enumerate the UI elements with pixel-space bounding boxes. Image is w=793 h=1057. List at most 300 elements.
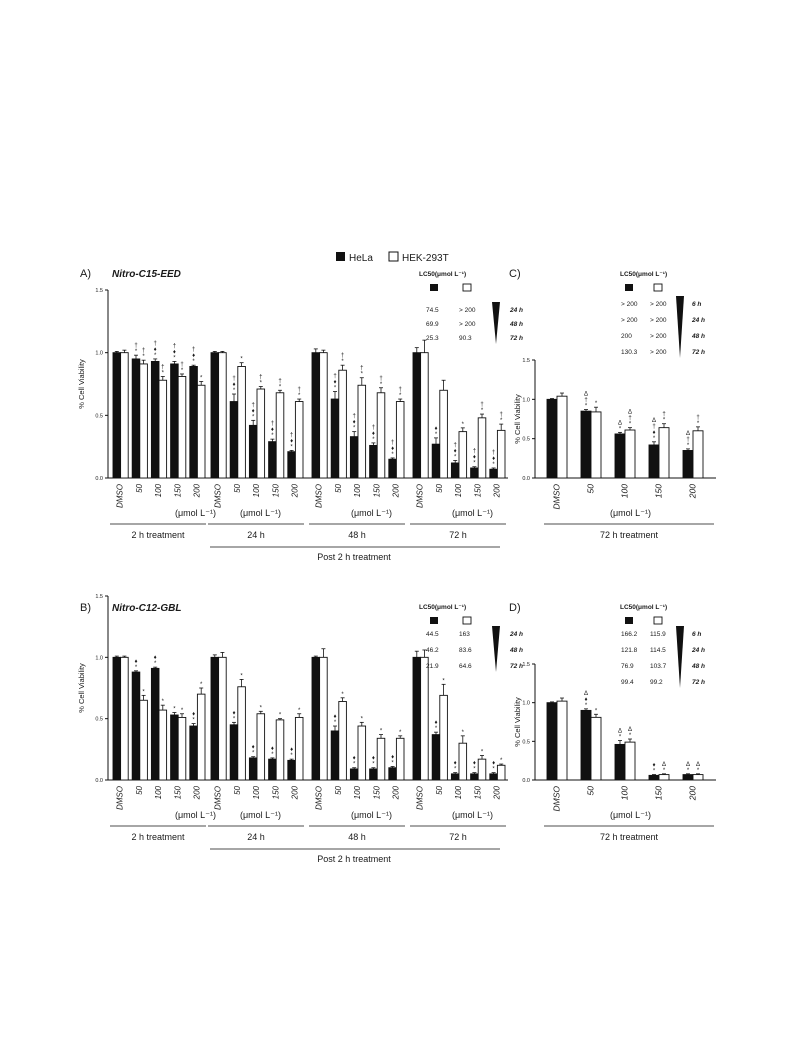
significance-mark-hela: ♦ — [192, 711, 196, 718]
units-label: (μmol L⁻¹) — [351, 508, 392, 518]
lc50-hela-swatch — [625, 284, 633, 291]
significance-mark-hek: * — [500, 758, 503, 765]
significance-mark-hek: † — [696, 414, 700, 421]
significance-mark-hek: † — [297, 387, 301, 394]
x-category-label: 150 — [173, 786, 183, 800]
x-category-label: DMSO — [213, 786, 223, 810]
significance-mark-hela: ♦ — [172, 349, 176, 356]
post-treatment-label: Post 2 h treatment — [317, 854, 391, 864]
bar-hela — [432, 444, 440, 478]
bar-hela — [389, 768, 397, 780]
x-category-label: 100 — [154, 786, 164, 800]
bar-hela — [132, 359, 140, 478]
x-category-label: DMSO — [415, 786, 425, 810]
bar-hela — [230, 402, 238, 478]
bar-hela — [649, 775, 659, 780]
bar-hek — [459, 432, 467, 478]
significance-mark-hela: † — [134, 343, 138, 350]
bar-hela — [432, 735, 440, 780]
lc50-header: LC50(μmol L⁻¹) — [419, 604, 467, 611]
bar-hek — [178, 376, 186, 478]
significance-mark-hela: ♦ — [232, 710, 236, 717]
y-tick-label: 1.0 — [95, 350, 103, 357]
significance-mark-hela: ♦ — [492, 455, 496, 462]
significance-mark-hela: † — [270, 421, 275, 428]
significance-mark-hek: * — [379, 728, 383, 735]
lc50-hek-value: 114.5 — [650, 647, 666, 654]
y-tick-label: 1.5 — [522, 662, 530, 668]
significance-mark-hela: † — [232, 376, 236, 383]
x-category-label: 50 — [333, 484, 343, 493]
significance-mark-hela: † — [472, 448, 477, 455]
significance-mark-hek: * — [161, 699, 164, 706]
x-category-label: 50 — [333, 786, 343, 795]
x-category-label: 150 — [653, 484, 664, 499]
significance-mark-hela: ♦ — [371, 755, 375, 762]
significance-mark-hek: * — [298, 707, 301, 714]
legend-hela-label: HeLa — [349, 253, 373, 264]
y-tick-label: 0.0 — [522, 476, 530, 482]
significance-mark-hela: * — [584, 702, 588, 709]
bar-hela — [331, 399, 339, 478]
x-category-label: 50 — [434, 786, 444, 795]
significance-mark-hela: ♦ — [453, 760, 457, 767]
significance-mark-hela: * — [192, 717, 195, 724]
significance-mark-hek: * — [399, 393, 402, 400]
bar-hela — [490, 774, 498, 780]
bar-hela — [151, 668, 159, 780]
y-tick-label: 0.0 — [95, 778, 103, 784]
bar-hek — [159, 380, 167, 478]
units-label: (μmol L⁻¹) — [452, 810, 493, 820]
significance-mark-hela: * — [232, 388, 236, 395]
x-category-label: 150 — [372, 484, 382, 498]
units-label: (μmol L⁻¹) — [351, 810, 392, 820]
bar-hek — [276, 393, 284, 478]
y-tick-label: 1.5 — [522, 358, 530, 364]
lc50-hela-value: > 200 — [621, 317, 638, 324]
lc50-table — [620, 604, 705, 688]
bar-hek — [421, 657, 429, 780]
x-category-label: 200 — [391, 484, 401, 498]
significance-mark-hek: * — [278, 384, 282, 391]
significance-mark-hela: * — [454, 454, 457, 461]
group-label: 2 h treatment — [131, 832, 185, 842]
panel-letter: A) — [80, 268, 91, 280]
significance-mark-hela: ♦ — [192, 353, 196, 360]
legend-hela-swatch — [336, 252, 345, 261]
significance-mark-hela: ♦ — [270, 427, 274, 434]
lc50-hela-swatch — [430, 617, 438, 624]
y-axis-label: % Cell Viability — [77, 663, 86, 713]
significance-mark-hela: ♦ — [333, 714, 337, 721]
x-category-label: DMSO — [551, 786, 562, 812]
lc50-header: LC50(μmol L⁻¹) — [620, 604, 668, 611]
x-category-label: 100 — [454, 786, 464, 800]
significance-mark-hela: * — [652, 435, 656, 442]
significance-mark-hek: * — [200, 682, 203, 688]
x-category-label: DMSO — [314, 484, 324, 508]
bar-hela — [389, 459, 397, 478]
bar-hek — [197, 694, 205, 780]
group-label: 48 h — [348, 832, 366, 842]
bar-hela — [269, 759, 277, 780]
significance-mark-hek: * — [500, 418, 503, 425]
significance-mark-hela: * — [618, 426, 622, 433]
y-axis-label: % Cell Viability — [77, 359, 86, 409]
x-category-label: DMSO — [415, 484, 425, 508]
x-category-label: 100 — [252, 484, 262, 498]
group-label: 2 h treatment — [131, 530, 185, 540]
significance-mark-hela: * — [271, 751, 274, 758]
significance-mark-hela: * — [232, 716, 236, 723]
panels — [77, 268, 716, 864]
bar-hela — [230, 725, 238, 780]
bar-hela — [288, 452, 296, 478]
x-category-label: 50 — [232, 484, 242, 493]
x-category-label: 150 — [473, 484, 483, 498]
bar-hela — [413, 353, 421, 478]
panel-letter: D) — [509, 602, 521, 614]
significance-mark-hek: † — [379, 375, 383, 382]
lc50-hela-value: 166.2 — [621, 631, 638, 638]
panel-a — [77, 268, 523, 562]
panel-title: Nitro-C15-EED — [112, 269, 181, 280]
lc50-hela-value: 46.2 — [426, 647, 439, 654]
significance-mark-hek: * — [594, 401, 598, 408]
lc50-time-label: 48 h — [510, 321, 524, 328]
x-category-label: 100 — [353, 484, 363, 498]
x-category-label: DMSO — [314, 786, 324, 810]
x-category-label: 200 — [687, 484, 698, 499]
lc50-hela-value: 25.3 — [426, 335, 439, 342]
lc50-time-label: 24 h — [510, 631, 524, 638]
x-category-label: 150 — [271, 786, 281, 800]
significance-mark-hek: † — [662, 411, 666, 418]
significance-mark-hela: ♦ — [251, 408, 255, 415]
bar-hek — [178, 717, 186, 780]
bar-hek — [591, 717, 601, 780]
bar-hela — [171, 715, 179, 780]
group-label: 24 h — [247, 530, 265, 540]
significance-mark-hek: * — [379, 381, 383, 388]
bar-hela — [581, 411, 591, 478]
significance-mark-hela: * — [252, 414, 255, 421]
significance-mark-hela: * — [134, 664, 138, 671]
significance-mark-hela: Δ — [651, 417, 657, 424]
bar-hek — [140, 364, 148, 478]
lc50-table — [620, 271, 705, 358]
significance-mark-hela: ♦ — [492, 760, 496, 767]
bar-hela — [211, 657, 219, 780]
bar-hek — [320, 657, 328, 780]
bar-hela — [649, 445, 659, 478]
bar-hek — [396, 402, 404, 478]
significance-mark-hela: Δ — [685, 430, 691, 437]
significance-mark-hela: ♦ — [453, 448, 457, 455]
bar-hek — [478, 418, 486, 478]
lc50-hek-value: 64.6 — [459, 663, 472, 670]
significance-mark-hela: ♦ — [391, 445, 395, 452]
y-tick-label: 1.0 — [522, 397, 530, 404]
lc50-hela-value: 44.5 — [426, 631, 439, 638]
x-category-label: 100 — [454, 484, 464, 498]
bar-hek — [121, 657, 129, 780]
lc50-hek-swatch — [654, 617, 662, 624]
lc50-table — [419, 604, 523, 672]
significance-mark-hela: * — [290, 444, 293, 451]
significance-mark-hela: ♦ — [434, 720, 438, 727]
significance-mark-hek: * — [180, 367, 184, 374]
bar-hek — [238, 366, 246, 478]
x-category-label: 150 — [653, 786, 664, 801]
bar-hela — [683, 775, 693, 780]
bar-hela — [471, 774, 479, 780]
lc50-hela-value: 21.9 — [426, 663, 439, 670]
bar-hela — [471, 468, 479, 478]
bar-hek — [238, 687, 246, 780]
bar-hela — [451, 774, 459, 780]
significance-mark-hek: * — [161, 370, 164, 377]
significance-mark-hela: Δ — [685, 761, 691, 768]
bar-hek — [377, 393, 385, 478]
significance-mark-hek: * — [480, 749, 484, 756]
bar-hela — [269, 442, 277, 478]
panel-letter: C) — [509, 268, 521, 280]
bar-hek — [659, 775, 669, 780]
significance-mark-hela: ♦ — [333, 379, 337, 386]
x-category-label: 50 — [232, 786, 242, 795]
significance-mark-hek: Δ — [695, 761, 701, 768]
significance-mark-hela: Δ — [617, 420, 623, 427]
bar-hela — [113, 657, 121, 780]
significance-mark-hela: * — [333, 720, 337, 727]
significance-mark-hek: * — [662, 767, 666, 774]
bar-hek — [159, 710, 167, 780]
bar-hek — [440, 390, 448, 478]
post-treatment-label: Post 2 h treatment — [317, 552, 391, 562]
bar-hek — [339, 370, 347, 478]
lc50-hek-value: 90.3 — [459, 335, 472, 342]
significance-mark-hela: * — [618, 734, 622, 741]
y-tick-label: 1.0 — [95, 655, 103, 662]
lc50-hela-value: 74.5 — [426, 307, 439, 314]
x-category-label: 200 — [290, 786, 300, 800]
significance-mark-hek: Δ — [627, 727, 633, 734]
bar-hela — [190, 366, 198, 478]
lc50-time-label: 6 h — [692, 301, 702, 308]
significance-mark-hela: * — [154, 352, 157, 359]
lc50-time-label: 24 h — [692, 317, 706, 324]
bar-hek — [693, 775, 703, 780]
significance-mark-hela: † — [289, 432, 294, 439]
x-category-label: 150 — [372, 786, 382, 800]
significance-mark-hela: ♦ — [153, 346, 157, 353]
bar-hela — [615, 744, 625, 780]
significance-mark-hek: * — [442, 678, 445, 685]
lc50-table — [419, 271, 523, 344]
bar-hela — [113, 353, 121, 478]
significance-mark-hek: * — [180, 707, 184, 714]
lc50-header: LC50(μmol L⁻¹) — [620, 271, 668, 278]
significance-mark-hela: * — [372, 761, 375, 768]
panel-d — [509, 602, 716, 842]
lc50-hek-value: 163 — [459, 631, 470, 638]
x-category-label: 200 — [290, 484, 300, 498]
significance-mark-hek: * — [200, 375, 203, 382]
panel-title: Nitro-C12-GBL — [112, 603, 182, 614]
bar-hek — [358, 385, 366, 478]
bar-hek — [625, 742, 635, 780]
group-label: 72 h — [449, 530, 467, 540]
lc50-time-label: 24 h — [692, 647, 706, 654]
y-tick-label: 1.5 — [95, 594, 103, 600]
significance-mark-hela: * — [391, 451, 394, 458]
significance-mark-hela: ♦ — [472, 454, 476, 461]
y-tick-label: 0.0 — [95, 476, 103, 482]
significance-mark-hek: Δ — [661, 761, 667, 768]
significance-mark-hela: * — [372, 436, 375, 443]
significance-mark-hek: * — [662, 417, 666, 424]
lc50-hela-value: 130.3 — [621, 349, 638, 356]
significance-mark-hek: * — [142, 354, 145, 361]
x-category-label: 200 — [192, 484, 202, 498]
x-category-label: 50 — [585, 786, 596, 796]
bar-hela — [249, 758, 257, 780]
significance-mark-hela: Δ — [583, 391, 589, 398]
x-category-label: 100 — [619, 786, 630, 801]
significance-mark-hela: ♦ — [232, 382, 236, 389]
significance-mark-hela: ♦ — [472, 760, 476, 767]
significance-mark-hek: † — [360, 365, 364, 372]
legend — [336, 252, 449, 264]
bar-hek — [478, 759, 486, 780]
bar-hela — [451, 463, 459, 478]
lc50-hek-value: 103.7 — [650, 663, 667, 670]
lc50-time-wedge — [492, 302, 500, 344]
x-category-label: 100 — [619, 484, 630, 499]
y-tick-label: 0.5 — [95, 716, 103, 723]
legend-hek-label: HEK-293T — [402, 253, 449, 264]
x-category-label: 200 — [391, 786, 401, 800]
significance-mark-hela: * — [473, 766, 476, 773]
significance-mark-hela: ♦ — [153, 655, 157, 662]
y-tick-label: 0.0 — [522, 778, 530, 784]
units-label: (μmol L⁻¹) — [610, 810, 651, 820]
lc50-hek-swatch — [463, 284, 471, 291]
y-axis-label: % Cell Viability — [513, 697, 522, 747]
significance-mark-hela: * — [492, 766, 495, 773]
significance-mark-hek: * — [278, 712, 282, 719]
x-category-label: 200 — [492, 484, 502, 498]
significance-mark-hek: * — [696, 767, 700, 774]
significance-mark-hela: † — [652, 423, 656, 430]
bar-hela — [370, 445, 378, 478]
significance-mark-hek: * — [360, 371, 363, 378]
significance-mark-hela: * — [192, 359, 195, 366]
units-label: (μmol L⁻¹) — [240, 508, 281, 518]
x-category-label: DMSO — [551, 484, 562, 510]
x-category-label: 200 — [492, 786, 502, 800]
y-tick-label: 0.5 — [522, 739, 530, 746]
significance-mark-hek: * — [298, 393, 301, 400]
bar-hela — [288, 760, 296, 780]
y-tick-label: 1.0 — [522, 700, 530, 707]
group-label: 48 h — [348, 530, 366, 540]
lc50-hela-value: 200 — [621, 333, 632, 340]
y-tick-label: 0.5 — [95, 413, 103, 420]
bar-hela — [683, 450, 693, 478]
significance-mark-hek: * — [142, 689, 145, 696]
significance-mark-hela: ♦ — [434, 425, 438, 432]
bar-hela — [151, 361, 159, 478]
x-category-label: 100 — [154, 484, 164, 498]
significance-mark-hela: † — [352, 413, 356, 420]
significance-mark-hek: Δ — [627, 409, 633, 416]
significance-mark-hek: * — [259, 380, 262, 387]
lc50-time-wedge — [676, 296, 684, 358]
lc50-hek-value: > 200 — [650, 301, 667, 308]
significance-mark-hek: † — [398, 387, 402, 394]
significance-mark-hek: * — [461, 421, 464, 428]
x-category-label: 50 — [134, 786, 144, 795]
significance-mark-hela: † — [333, 373, 337, 380]
significance-mark-hela: * — [154, 661, 157, 668]
significance-mark-hela: † — [172, 343, 177, 350]
significance-mark-hek: * — [628, 421, 632, 428]
significance-mark-hela: ♦ — [251, 744, 255, 751]
lc50-hek-value: > 200 — [650, 349, 667, 356]
group-label: 24 h — [247, 832, 265, 842]
significance-mark-hek: * — [696, 420, 700, 427]
significance-mark-hela: ♦ — [652, 429, 656, 436]
significance-mark-hek: * — [341, 359, 344, 366]
significance-mark-hela: * — [434, 431, 438, 438]
significance-mark-hela: † — [251, 402, 255, 409]
significance-mark-hela: † — [453, 442, 457, 449]
x-category-label: 50 — [434, 484, 444, 493]
units-label: (μmol L⁻¹) — [240, 810, 281, 820]
significance-mark-hela: * — [353, 761, 356, 768]
significance-mark-hela: * — [584, 403, 588, 410]
significance-mark-hela: * — [173, 355, 176, 362]
panel-letter: B) — [80, 602, 91, 614]
significance-mark-hela: * — [173, 706, 176, 713]
significance-mark-hek: † — [141, 348, 146, 355]
significance-mark-hek: * — [240, 356, 243, 363]
significance-mark-hela: Δ — [583, 690, 589, 697]
significance-mark-hela: † — [153, 340, 157, 347]
bar-hek — [295, 402, 303, 478]
lc50-time-label: 48 h — [692, 663, 706, 670]
significance-mark-hela: ♦ — [584, 696, 588, 703]
group-label: 72 h treatment — [599, 530, 659, 540]
units-label: (μmol L⁻¹) — [175, 810, 216, 820]
bar-hela — [547, 703, 557, 780]
significance-mark-hek: * — [480, 408, 484, 415]
significance-mark-hela: ♦ — [371, 430, 375, 437]
bar-hek — [276, 720, 284, 780]
x-category-label: 200 — [192, 786, 202, 800]
panel-b — [77, 594, 523, 864]
x-category-label: 150 — [473, 786, 483, 800]
lc50-hela-value: 121.8 — [621, 647, 638, 654]
y-tick-label: 1.5 — [95, 288, 103, 294]
significance-mark-hela: * — [134, 349, 138, 356]
bar-hela — [581, 710, 591, 780]
units-label: (μmol L⁻¹) — [452, 508, 493, 518]
significance-mark-hek: † — [278, 378, 282, 385]
